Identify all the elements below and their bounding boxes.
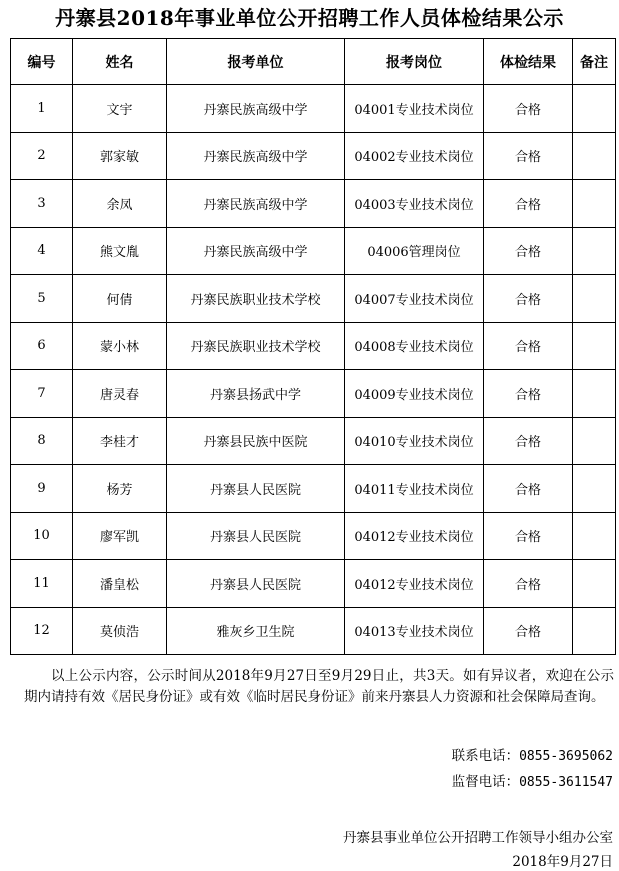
header-unit: 报考单位 — [167, 39, 345, 85]
cell-result: 合格 — [484, 370, 573, 418]
cell-no: 5 — [11, 275, 73, 323]
cell-no: 4 — [11, 227, 73, 275]
table-row — [11, 322, 616, 370]
cell-unit: 丹寨县人民医院 — [167, 560, 345, 608]
contact-phone-line — [452, 744, 613, 764]
cell-name: 杨芳 — [73, 465, 167, 513]
cell-no: 7 — [11, 370, 73, 418]
cell-name: 廖军凯 — [73, 512, 167, 560]
supervise-phone-label: 监督电话： — [451, 774, 520, 790]
cell-post: 04012专业技术岗位 — [345, 560, 484, 608]
table-body — [11, 85, 616, 655]
header-name: 姓名 — [73, 39, 167, 85]
cell-name: 唐灵春 — [73, 370, 167, 418]
cell-remark — [573, 417, 616, 465]
table-row — [11, 417, 616, 465]
cell-name: 何倩 — [73, 275, 167, 323]
cell-name: 潘皇松 — [73, 560, 167, 608]
cell-remark — [573, 85, 616, 133]
cell-unit: 丹寨县民族中医院 — [167, 417, 345, 465]
table-row — [11, 465, 616, 513]
cell-remark — [573, 180, 616, 228]
cell-result: 合格 — [484, 275, 573, 323]
cell-result: 合格 — [484, 180, 573, 228]
page-title: 丹寨县2018年事业单位公开招聘工作人员体检结果公示 — [55, 6, 564, 30]
contact-phone-label: 联系电话： — [451, 748, 520, 764]
cell-name: 李桂才 — [73, 417, 167, 465]
cell-no: 6 — [11, 322, 73, 370]
cell-name: 郭家敏 — [73, 132, 167, 180]
cell-result: 合格 — [484, 132, 573, 180]
cell-post: 04010专业技术岗位 — [345, 417, 484, 465]
contact-phone-value: 0855-3695062 — [519, 749, 613, 764]
cell-unit: 丹寨县扬武中学 — [167, 370, 345, 418]
table-row — [11, 512, 616, 560]
cell-remark — [573, 465, 616, 513]
cell-result: 合格 — [484, 227, 573, 275]
cell-remark — [573, 227, 616, 275]
cell-name: 蒙小林 — [73, 322, 167, 370]
cell-no: 8 — [11, 417, 73, 465]
cell-remark — [573, 607, 616, 655]
cell-name: 余凤 — [73, 180, 167, 228]
cell-no: 10 — [11, 512, 73, 560]
cell-unit: 丹寨县人民医院 — [167, 465, 345, 513]
table-row — [11, 607, 616, 655]
cell-name: 熊文胤 — [73, 227, 167, 275]
cell-unit: 丹寨民族高级中学 — [167, 227, 345, 275]
table-row — [11, 560, 616, 608]
supervise-phone-line — [452, 770, 613, 790]
cell-post: 04002专业技术岗位 — [345, 132, 484, 180]
cell-no: 9 — [11, 465, 73, 513]
cell-post: 04001专业技术岗位 — [345, 85, 484, 133]
cell-post: 04011专业技术岗位 — [345, 465, 484, 513]
signoff-date: 2018年9月27日 — [512, 854, 613, 870]
cell-unit: 丹寨民族职业技术学校 — [167, 322, 345, 370]
cell-no: 2 — [11, 132, 73, 180]
results-table — [10, 38, 616, 655]
cell-no: 3 — [11, 180, 73, 228]
table-row — [11, 275, 616, 323]
cell-result: 合格 — [484, 85, 573, 133]
table-row — [11, 370, 616, 418]
cell-no: 1 — [11, 85, 73, 133]
cell-remark — [573, 512, 616, 560]
cell-remark — [573, 560, 616, 608]
cell-name: 文宇 — [73, 85, 167, 133]
table-row — [11, 180, 616, 228]
cell-post: 04008专业技术岗位 — [345, 322, 484, 370]
cell-post: 04003专业技术岗位 — [345, 180, 484, 228]
cell-unit: 雅灰乡卫生院 — [167, 607, 345, 655]
cell-remark — [573, 370, 616, 418]
table-row — [11, 85, 616, 133]
cell-post: 04007专业技术岗位 — [345, 275, 484, 323]
cell-unit: 丹寨民族高级中学 — [167, 85, 345, 133]
notice-text: 以上公示内容，公示时间从2018年9月27日至9月29日止，共3天。如有异议者，欢迎在公示期内请持有效《居民身份证》或有效《临时居民身份证》前来丹寨县人力资源和社会保障局查询。 — [24, 668, 614, 705]
cell-result: 合格 — [484, 512, 573, 560]
cell-result: 合格 — [484, 607, 573, 655]
header-result: 体检结果 — [484, 39, 573, 85]
cell-result: 合格 — [484, 417, 573, 465]
cell-post: 04009专业技术岗位 — [345, 370, 484, 418]
header-no: 编号 — [11, 39, 73, 85]
table-header-row — [11, 39, 616, 85]
cell-unit: 丹寨县人民医院 — [167, 512, 345, 560]
table-row — [11, 132, 616, 180]
cell-post: 04013专业技术岗位 — [345, 607, 484, 655]
cell-name: 莫侦浩 — [73, 607, 167, 655]
cell-remark — [573, 322, 616, 370]
header-post: 报考岗位 — [345, 39, 484, 85]
signoff-org: 丹寨县事业单位公开招聘工作领导小组办公室 — [343, 830, 613, 846]
cell-remark — [573, 132, 616, 180]
cell-result: 合格 — [484, 560, 573, 608]
cell-result: 合格 — [484, 465, 573, 513]
cell-unit: 丹寨民族高级中学 — [167, 132, 345, 180]
cell-no: 12 — [11, 607, 73, 655]
cell-post: 04012专业技术岗位 — [345, 512, 484, 560]
header-remark: 备注 — [573, 39, 616, 85]
supervise-phone-value: 0855-3611547 — [519, 775, 613, 790]
cell-unit: 丹寨民族职业技术学校 — [167, 275, 345, 323]
cell-remark — [573, 275, 616, 323]
cell-no: 11 — [11, 560, 73, 608]
cell-unit: 丹寨民族高级中学 — [167, 180, 345, 228]
cell-result: 合格 — [484, 322, 573, 370]
cell-post: 04006管理岗位 — [345, 227, 484, 275]
table-row — [11, 227, 616, 275]
